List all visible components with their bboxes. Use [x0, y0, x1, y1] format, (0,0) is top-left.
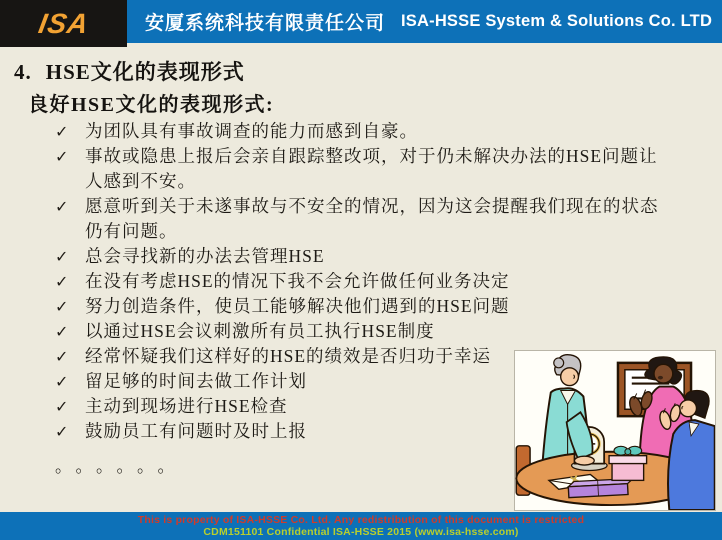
check-icon: ✓: [55, 347, 70, 366]
award-ceremony-illustration: [514, 350, 716, 511]
check-icon: ✓: [55, 147, 70, 166]
check-icon: ✓: [55, 122, 70, 141]
bullet-text: 主动到现场进行HSE检查: [85, 396, 288, 416]
check-icon: ✓: [55, 197, 70, 216]
bullet-text: 在没有考虑HSE的情况下我不会允许做任何业务决定: [85, 271, 510, 291]
header-title: [145, 0, 716, 43]
footer-confidential-line: CDM151101 Confidential ISA-HSSE 2015 (www.isa-hsse.com): [203, 526, 519, 538]
check-icon: ✓: [55, 297, 70, 316]
bullet-item: [55, 244, 661, 269]
isa-logo-text: ISA: [36, 7, 92, 39]
bullet-text: 留足够的时间去做工作计划: [85, 371, 307, 391]
purple-gift-box: [568, 478, 634, 497]
bullet-text: 经常怀疑我们这样好的HSE的绩效是否归功于幸运: [85, 346, 492, 366]
bullet-text: 努力创造条件，使员工能够解决他们遇到的HSE问题: [85, 296, 510, 316]
slide-title: [14, 56, 245, 86]
ellipsis-row: 。。。。。。: [55, 457, 187, 476]
bullet-text: 愿意听到关于未遂事故与不安全的情况，因为这会提醒我们现在的状态仍有问题。: [85, 196, 659, 241]
check-icon: ✓: [55, 372, 70, 391]
bullet-item: [55, 294, 661, 319]
company-name-english: ISA-HSSE System & Solutions Co. LTD: [401, 12, 713, 30]
bullet-text: 以通过HSE会议刺激所有员工执行HSE制度: [85, 321, 435, 341]
footer-restriction-notice: This is property of ISA-HSSE Co. Ltd. Any redistribution of this document is restricted: [137, 514, 585, 526]
bullet-item: [55, 119, 661, 144]
company-logo: [0, 0, 127, 47]
bullet-item: [55, 194, 661, 244]
check-icon: ✓: [55, 247, 70, 266]
check-icon: ✓: [55, 422, 70, 441]
company-name-chinese: 安厦系统科技有限责任公司: [145, 13, 386, 34]
bullet-item: [55, 269, 661, 294]
check-icon: ✓: [55, 272, 70, 291]
check-icon: ✓: [55, 397, 70, 416]
check-icon: ✓: [55, 322, 70, 341]
bullet-text: 事故或隐患上报后会亲自跟踪整改项，对于仍未解决办法的HSE问题让人感到不安。: [85, 146, 658, 191]
slide-title-text: HSE文化的表现形式: [45, 60, 245, 84]
bullet-text: 总会寻找新的办法去管理HSE: [85, 246, 325, 266]
slide-title-number: 4.: [14, 60, 32, 84]
bullet-text: 为团队具有事故调查的能力而感到自豪。: [85, 121, 418, 141]
bullet-text: 鼓励员工有问题时及时上报: [85, 421, 307, 441]
bullet-item: [55, 319, 661, 344]
footer-bar: [0, 512, 722, 540]
pink-gift-box: [609, 446, 647, 480]
slide-subtitle: 良好HSE文化的表现形式:: [28, 94, 275, 116]
award-ceremony-drawing: [515, 351, 715, 510]
bullet-item: [55, 144, 661, 194]
